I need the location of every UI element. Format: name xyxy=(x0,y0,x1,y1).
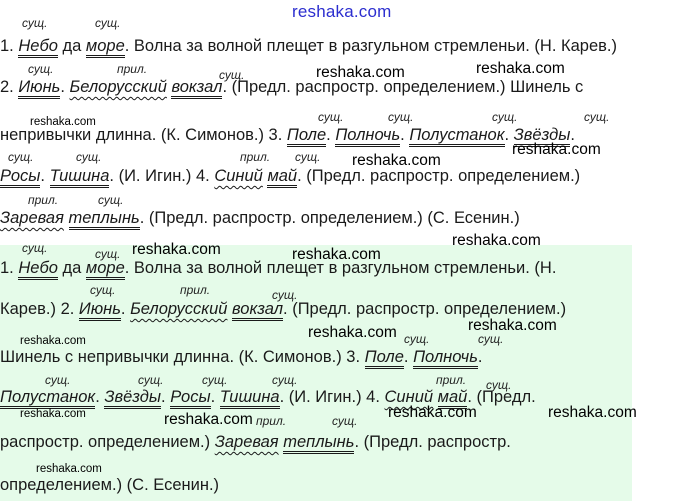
watermark-text: reshaka.com xyxy=(30,116,96,128)
watermark-text: reshaka.com xyxy=(308,324,397,341)
subject-word: вокзал xyxy=(232,300,283,321)
noun-note: сущ. xyxy=(272,288,298,302)
subject-word: Росы xyxy=(170,388,210,409)
attribute-word: Заревая xyxy=(0,209,64,227)
watermark-text: reshaka.com xyxy=(36,463,102,475)
subject-word: теплынь xyxy=(283,433,354,454)
subject-word: май xyxy=(267,167,297,188)
noun-note: сущ. xyxy=(76,150,102,164)
subject-word: Звёзды xyxy=(514,126,571,147)
subject-word: Тишина xyxy=(220,388,280,409)
subject-word: май xyxy=(438,388,468,409)
noun-note: сущ. xyxy=(45,373,71,387)
watermark-text: reshaka.com xyxy=(20,408,86,420)
sentence-line: Полустанок. Звёзды. Росы. Тишина. (И. Игин.) 4. Синий май. (Предл. xyxy=(0,386,536,408)
attribute-word: Заревая xyxy=(214,433,279,451)
watermark-text: reshaka.com xyxy=(292,246,381,263)
subject-word: Звёзды xyxy=(104,388,161,409)
sentence-line: определением.) (С. Есенин.) xyxy=(0,476,220,494)
watermark-text: reshaka.com xyxy=(388,404,477,421)
subject-word: Полночь xyxy=(413,348,478,369)
noun-note: сущ. xyxy=(295,150,321,164)
watermark-text: reshaka.com xyxy=(316,64,405,81)
sentence-line: Карев.) 2. Июнь. Белорусский вокзал. (Предл. распростр. определением.) xyxy=(0,298,566,320)
noun-note: сущ. xyxy=(22,16,48,30)
noun-note: сущ. xyxy=(138,373,164,387)
noun-note: сущ. xyxy=(28,62,54,76)
subject-word: Небо xyxy=(18,259,58,280)
sentence-line: 1. Небо да море. Волна за волной плещет в разгульном стремленьи. (Н. Карев.) xyxy=(0,35,617,57)
adjective-note: прил. xyxy=(436,373,467,387)
subject-word: Полустанок xyxy=(409,126,504,147)
subject-word: Полночь xyxy=(335,126,400,147)
adjective-note: прил. xyxy=(180,283,211,297)
site-logo[interactable]: reshaka.com xyxy=(292,2,392,21)
attribute-word: Синий xyxy=(214,167,263,185)
noun-note: сущ. xyxy=(478,332,504,346)
noun-note: сущ. xyxy=(90,283,116,297)
adjective-note: прил. xyxy=(117,62,148,76)
noun-note: сущ. xyxy=(388,110,414,124)
watermark-text: reshaka.com xyxy=(476,60,565,77)
attribute-word: Синий xyxy=(384,388,434,406)
subject-word: Росы xyxy=(0,167,40,188)
attribute-word: Белорусский xyxy=(69,78,167,96)
attribute-word: Белорусский xyxy=(130,300,228,318)
subject-word: море xyxy=(86,37,125,58)
noun-note: сущ. xyxy=(492,110,518,124)
noun-note: сущ. xyxy=(95,247,121,261)
noun-note: сущ. xyxy=(98,193,124,207)
watermark-text: reshaka.com xyxy=(452,232,541,249)
noun-note: сущ. xyxy=(332,414,358,428)
subject-word: Поле xyxy=(365,348,404,369)
noun-note: сущ. xyxy=(584,110,610,124)
watermark-text: reshaka.com xyxy=(352,152,441,169)
adjective-note: прил. xyxy=(240,150,271,164)
watermark-text: reshaka.com xyxy=(468,317,557,334)
sentence-line: 2. Июнь. Белорусский вокзал. (Предл. распростр. определением.) Шинель с xyxy=(0,76,583,98)
sentence-line: непривычки длинна. (К. Симонов.) 3. Поле. Полночь. Полустанок. Звёзды. xyxy=(0,124,575,146)
subject-word: Июнь xyxy=(79,300,121,321)
subject-word: Поле xyxy=(287,126,326,147)
sentence-line: Шинель с непривычки длинна. (К. Симонов.) 3. Поле. Полночь. xyxy=(0,346,482,368)
noun-note: сущ. xyxy=(318,110,344,124)
adjective-note: прил. xyxy=(28,193,59,207)
noun-note: сущ. xyxy=(8,150,34,164)
noun-note: сущ. xyxy=(22,241,48,255)
sentence-line: распростр. определением.) Заревая теплынь. (Предл. распростр. xyxy=(0,431,511,453)
noun-note: сущ. xyxy=(95,16,121,30)
sentence-line: Росы. Тишина. (И. Игин.) 4. Синий май. (Предл. распростр. определением.) xyxy=(0,165,580,187)
subject-word: Полустанок xyxy=(0,388,95,409)
noun-note: сущ. xyxy=(404,332,430,346)
watermark-text: reshaka.com xyxy=(132,241,221,258)
adjective-note: прил. xyxy=(256,414,287,428)
subject-word: море xyxy=(86,259,125,280)
noun-note: сущ. xyxy=(272,373,298,387)
subject-word: вокзал xyxy=(171,78,222,99)
sentence-line: 1. Небо да море. Волна за волной плещет в разгульном стремленьи. (Н. xyxy=(0,257,556,279)
watermark-text: reshaka.com xyxy=(20,335,86,347)
watermark-text: reshaka.com xyxy=(164,411,253,428)
noun-note: сущ. xyxy=(486,378,512,392)
subject-word: Июнь xyxy=(18,78,60,99)
noun-note: сущ. xyxy=(202,373,228,387)
noun-note: сущ. xyxy=(219,68,245,82)
subject-word: Небо xyxy=(18,37,58,58)
subject-word: Тишина xyxy=(50,167,110,188)
watermark-text: reshaka.com xyxy=(548,404,637,421)
watermark-text: reshaka.com xyxy=(512,141,601,158)
subject-word: теплынь xyxy=(69,209,140,230)
sentence-line: Заревая теплынь. (Предл. распростр. определением.) (С. Есенин.) xyxy=(0,207,520,229)
